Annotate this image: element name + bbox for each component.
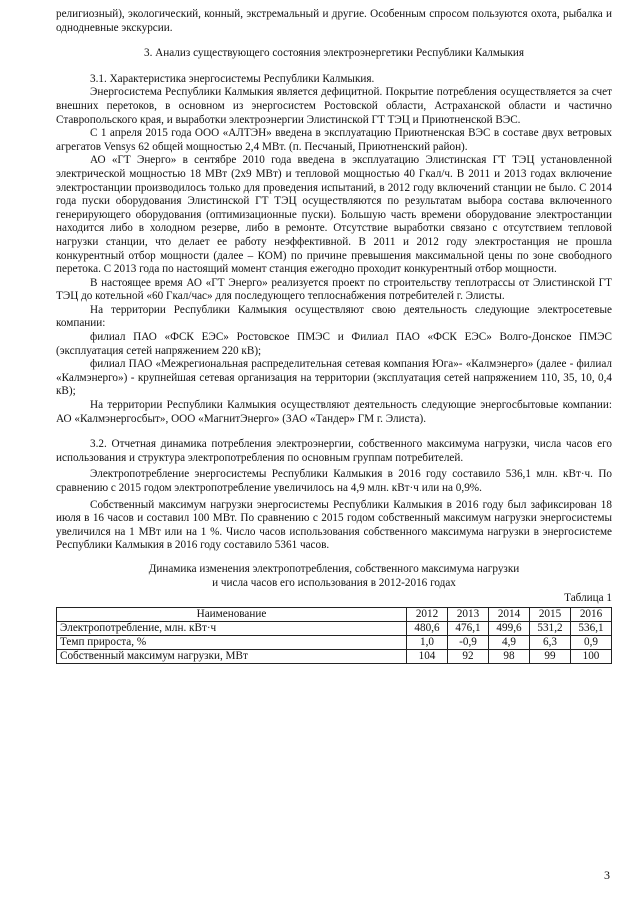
table-cell: 531,2 (530, 621, 571, 635)
dynamics-table (56, 607, 612, 664)
header-2016: 2016 (571, 607, 612, 621)
table-cell: 6,3 (530, 635, 571, 649)
header-2013: 2013 (448, 607, 489, 621)
paragraph-tourism-end: религиозный), экологический, конный, экстремальный и другие. Особенным спросом пользуются охота, рыбалка и однодневные экскурсии. (56, 8, 612, 34)
row-label: Темп прироста, % (57, 635, 407, 649)
paragraph-sales-companies: На территории Республики Калмыкия осуществляют деятельность следующие энергосбытовые компании: АО «Калмэнергосбыт», ООО «МагнитЭнерго» (ЗАО «Тандер» ГМ г. Элиста). (56, 399, 612, 425)
table-cell: 476,1 (448, 621, 489, 635)
row-label: Электропотребление, млн. кВт·ч (57, 621, 407, 635)
header-name: Наименование (57, 607, 407, 621)
table-caption-line1: Динамика изменения электропотребления, собственного максимума нагрузки (148, 562, 520, 575)
table-row (57, 635, 612, 649)
table-caption-line2: и числа часов его использования в 2012-2016 годах (212, 576, 456, 589)
paragraph-peak-load: Собственный максимум нагрузки энергосистемы Республики Калмыкия в 2016 году был зафиксирован 18 июля в 16 часов и составил 100 МВт. По сравнению с 2015 годом собственный максимум нагрузки энергосистемы увеличился на 1 МВт или на 1 %. Число часов использования собственного максимума нагрузки в энергосистеме Республики Калмыкия в 2016 году составило 5361 часов. (56, 498, 612, 552)
table-cell: 480,6 (407, 621, 448, 635)
paragraph-gt-tec: АО «ГТ Энерго» в сентябре 2010 года введена в эксплуатацию Элистинская ГТ ТЭЦ установленной электрической мощностью 18 МВт (2х9 МВт) и тепловой мощностью 40 Гкал/ч. В 2011 и 2013 годах включение электростанции производилось только для проведения испытаний, в 2012 году включений станции не было. С 2014 года пуски оборудования Элистинской ГТ ТЭЦ осуществляются по результатам выбора состава включенного генерирующего оборудования (оптимизационные пуски). Большую часть времени оборудование электростанции находится либо в холодном резерве, либо в ремонте. Отсутствие выработки связано с отсутствием тепловой нагрузки станции, что делает ее работу неэффективной. В 2011 и 2012 году электростанция не прошла конкурентный отбор мощности (далее – КОМ) по причине превышения максимальной цены по зоне свободного перетока. С 2013 года по настоящий момент станция ежегодно проходит конкурентный отбор мощности. (56, 154, 612, 276)
table-cell: 92 (448, 649, 489, 663)
document-body (56, 8, 612, 664)
paragraph-wind-plant: С 1 апреля 2015 года ООО «АЛТЭН» введена в эксплуатацию Приютненская ВЭС в составе двух ветровых агрегатов Vensys 62 общей мощностью 2,4 МВт. (п. Песчаный, Приютненский район). (56, 127, 612, 153)
table-label: Таблица 1 (564, 592, 612, 605)
page-number: 3 (604, 868, 610, 882)
paragraph-mrsk-branch: филиал ПАО «Межрегиональная распределительная сетевая компания Юга»- «Калмэнерго» (далее - филиал «Калмэнерго») - крупнейшая сетевая организация на территории (эксплуатация сетей напряжением 110, 35, 10, 0,4 кВ); (56, 358, 612, 398)
header-2015: 2015 (530, 607, 571, 621)
section-heading-3: 3. Анализ существующего состояния электроэнергетики Республики Калмыкия (143, 47, 525, 60)
table-header-row (57, 607, 612, 621)
table-cell: 100 (571, 649, 612, 663)
table-cell: 499,6 (489, 621, 530, 635)
table-cell: 99 (530, 649, 571, 663)
table-cell: 98 (489, 649, 530, 663)
table-row (57, 649, 612, 663)
paragraph-energy-deficit: Энергосистема Республики Калмыкия является дефицитной. Покрытие потребления осуществляется за счет внешних перетоков, в основном из энергосистем Ростовской области, Астраханской области и частично Ставропольского края, и выработки электроэнергии Элистинской ГТ ТЭЦ и Приютненской ВЭС. (56, 86, 612, 126)
table-cell: 1,0 (407, 635, 448, 649)
paragraph-fsk-branch: филиал ПАО «ФСК ЕЭС» Ростовское ПМЭС и Филиал ПАО «ФСК ЕЭС» Волго-Донское ПМЭС (эксплуатация сетей напряжением 220 кВ); (56, 331, 612, 357)
paragraph-consumption: Электропотребление энергосистемы Республики Калмыкия в 2016 году составило 536,1 млн. кВт·ч. По сравнению с 2015 годом электропотребление увеличилось на 4,9 млн. кВт·ч или на 0,9%. (56, 468, 612, 494)
row-label: Собственный максимум нагрузки, МВт (57, 649, 407, 663)
table-cell: 4,9 (489, 635, 530, 649)
table-cell: -0,9 (448, 635, 489, 649)
subsection-heading-3-2: 3.2. Отчетная динамика потребления электроэнергии, собственного максимума нагрузки, числа часов его использования и структура электропотребления по основным группам потребителей. (56, 438, 612, 464)
header-2014: 2014 (489, 607, 530, 621)
table-cell: 536,1 (571, 621, 612, 635)
subsection-heading-3-1: 3.1. Характеристика энергосистемы Республики Калмыкия. (90, 72, 375, 85)
table-row (57, 621, 612, 635)
paragraph-grid-companies-intro: На территории Республики Калмыкия осуществляют свою деятельность следующие электросетевые компании: (56, 303, 612, 330)
header-2012: 2012 (407, 607, 448, 621)
table-cell: 104 (407, 649, 448, 663)
paragraph-heating-project: В настоящее время АО «ГТ Энерго» реализуется проект по строительству теплотрассы от Элистинской ГТ ТЭЦ до котельной «60 Гкал/час» для последующего теплоснабжения потребителей г. Элисты. (56, 276, 612, 303)
table-cell: 0,9 (571, 635, 612, 649)
